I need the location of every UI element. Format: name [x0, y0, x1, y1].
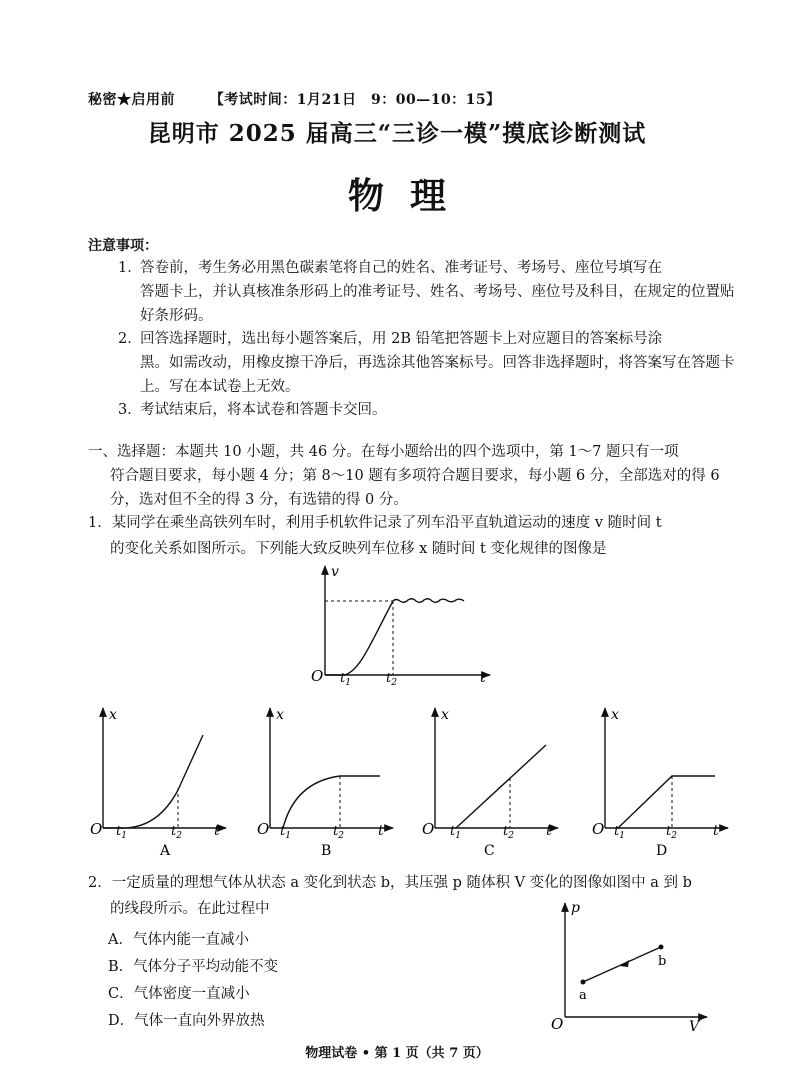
graph-b-y-label: x — [276, 707, 284, 723]
q2-option-a[interactable] — [108, 928, 249, 949]
question-2-line2: 的线段所示。在此过程中 — [110, 901, 270, 917]
note-1 — [118, 256, 738, 328]
graph-a-t1: $t_1$ — [116, 824, 127, 841]
page-footer: 物理试卷 • 第 1 页（共 7 页） — [305, 1046, 489, 1061]
pv-label-a: a — [579, 988, 587, 1003]
graph-a-t2: $t_2$ — [171, 824, 182, 841]
option-graph-d — [590, 700, 730, 870]
graph-c-x-label: t — [546, 823, 552, 839]
graph-d-t1: $t_1$ — [614, 824, 625, 841]
note-text-cont: 答题卡上，并认真核准条形码上的准考证号、姓名、考场号、座位号及科目，在规定的位置贴好条形码。 — [140, 284, 735, 324]
vt-origin-label: O — [311, 667, 324, 685]
secret-label: 秘密★启用前 — [88, 92, 175, 108]
question-1 — [88, 510, 738, 562]
section-instructions — [88, 440, 734, 512]
option-graph-b — [255, 700, 395, 870]
subject-title: 物理 — [347, 175, 472, 217]
graph-c-t1: $t_1$ — [450, 824, 461, 841]
pv-y-label: p — [571, 900, 580, 916]
graph-d-line — [618, 776, 715, 828]
graph-b-letter: B — [321, 843, 332, 859]
vt-t1-label: $t_1$ — [340, 671, 351, 688]
graph-a-letter: A — [160, 843, 171, 859]
pv-graph — [545, 895, 715, 1035]
exam-title: 昆明市 2025 届高三“三诊一模”摸底诊断测试 — [147, 120, 647, 147]
vt-x-label: t — [480, 670, 486, 686]
exam-time: 【考试时间：1月21日 9：00—10：15】 — [209, 92, 501, 108]
note-number: 3． — [118, 402, 142, 418]
note-number: 1． — [118, 260, 142, 276]
option-key: D． — [108, 1013, 135, 1029]
vt-constant-curve — [393, 599, 464, 603]
graph-b-t2: $t_2$ — [333, 824, 344, 841]
option-graph-a — [88, 700, 228, 870]
q2-option-d[interactable] — [108, 1009, 265, 1030]
question-1-line1: 1．某同学在乘坐高铁列车时，利用手机软件记录了列车沿平直轨道运动的速度 v 随时间 t — [88, 515, 662, 531]
note-text: 考试结束后，将本试卷和答题卡交回。 — [140, 402, 387, 418]
graph-b-curve — [283, 776, 380, 828]
pv-origin: O — [551, 1015, 564, 1033]
option-key: B． — [108, 959, 134, 975]
option-graph-c — [420, 700, 560, 870]
graph-a-y-label: x — [109, 707, 117, 723]
graph-d-t2: $t_2$ — [666, 824, 677, 841]
graph-b-origin: O — [257, 820, 270, 838]
note-text: 回答选择题时，选出每小题答案后，用 2B 铅笔把答题卡上对应题目的答案标号涂 — [140, 331, 663, 347]
vt-ramp-curve — [325, 601, 393, 675]
option-text: 气体一直向外界放热 — [134, 1013, 265, 1029]
question-1-line2: 的变化关系如图所示。下列能大致反映列车位移 x 随时间 t 变化规律的图像是 — [110, 541, 607, 557]
graph-a-curve — [103, 735, 203, 828]
pv-point-b — [659, 945, 664, 950]
pv-label-b: b — [658, 954, 667, 969]
graph-c-line — [456, 745, 546, 828]
note-number: 2． — [118, 331, 142, 347]
option-text: 气体密度一直减小 — [133, 986, 250, 1002]
option-text: 气体分子平均动能不变 — [133, 959, 279, 975]
graph-c-letter: C — [484, 843, 495, 859]
option-key: C． — [108, 986, 134, 1002]
pv-point-a — [581, 980, 586, 985]
pv-x-label: V — [689, 1019, 700, 1035]
section-text: 一、选择题：本题共 10 小题，共 46 分。在每小题给出的四个选项中，第 1～7 题只有一项 — [88, 444, 679, 460]
graph-a-x-label: t — [214, 823, 220, 839]
graph-d-letter: D — [656, 843, 668, 859]
notes-heading: 注意事项： — [88, 238, 158, 254]
vt-t2-label: $t_2$ — [386, 671, 397, 688]
note-3 — [118, 398, 738, 422]
graph-d-y-label: x — [611, 707, 619, 723]
note-text: 答卷前，考生务必用黑色碳素笔将自己的姓名、准考证号、考场号、座位号填写在 — [140, 260, 662, 276]
note-2 — [118, 327, 738, 399]
graph-a-origin: O — [90, 820, 103, 838]
graph-b-x-label: t — [378, 823, 384, 839]
graph-c-origin: O — [422, 820, 435, 838]
question-2-line1: 2．一定质量的理想气体从状态 a 变化到状态 b，其压强 p 随体积 V 变化的图像如图中 a 到 b — [88, 875, 692, 891]
vt-y-label: v — [331, 564, 339, 580]
confidential-header — [88, 89, 501, 109]
q2-option-c[interactable] — [108, 982, 250, 1003]
option-key: A． — [108, 932, 133, 948]
pv-direction-arrow — [620, 960, 629, 967]
vt-graph — [300, 560, 500, 690]
pv-segment-ab — [583, 947, 661, 982]
graph-d-x-label: t — [713, 823, 719, 839]
section-text-cont: 符合题目要求，每小题 4 分；第 8～10 题有多项符合题目要求，每小题 6 分，全部选对的得 6 分，选对但不全的得 3 分，有选错的得 0 分。 — [110, 468, 720, 508]
q2-option-b[interactable] — [108, 955, 278, 976]
graph-d-origin: O — [592, 820, 605, 838]
option-text: 气体内能一直减小 — [132, 932, 249, 948]
graph-b-t1: $t_1$ — [280, 824, 291, 841]
graph-c-t2: $t_2$ — [503, 824, 514, 841]
note-text-cont: 黑。如需改动，用橡皮擦干净后，再选涂其他答案标号。回答非选择题时，将答案写在答题卡上。写在本试卷上无效。 — [140, 355, 735, 395]
graph-c-y-label: x — [441, 707, 449, 723]
